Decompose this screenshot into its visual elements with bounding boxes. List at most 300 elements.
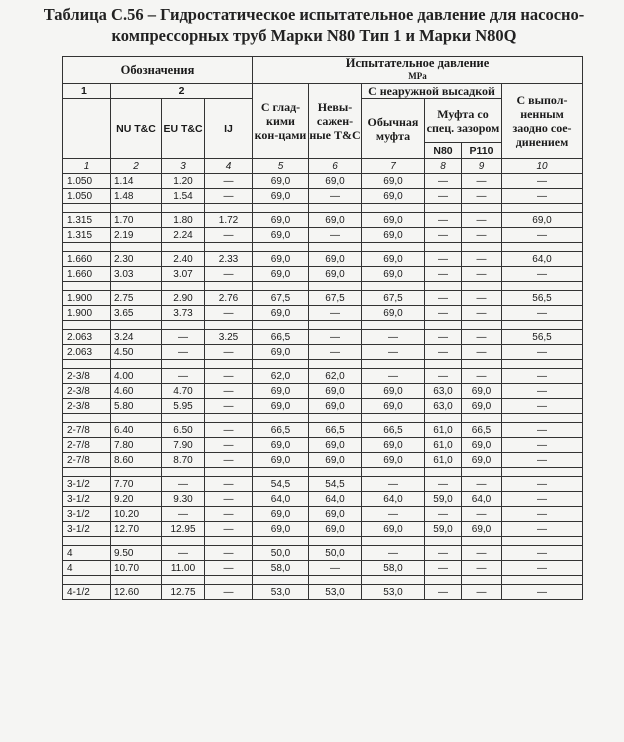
table-cell: — — [502, 585, 583, 600]
table-cell: 1.660 — [63, 267, 111, 282]
spacer-cell — [111, 360, 162, 369]
table-cell: 2.24 — [162, 228, 205, 243]
table-cell: 1.315 — [63, 213, 111, 228]
table-cell: — — [162, 507, 205, 522]
table-cell: 2.75 — [111, 291, 162, 306]
spacer-cell — [309, 321, 362, 330]
table-cell: 69,0 — [362, 438, 425, 453]
table-cell: — — [205, 438, 253, 453]
spacer-cell — [111, 243, 162, 252]
table-cell: — — [425, 252, 462, 267]
table-cell: — — [425, 585, 462, 600]
table-cell: — — [205, 423, 253, 438]
table-cell: — — [205, 345, 253, 360]
table-cell: 3.25 — [205, 330, 253, 345]
table-cell: 4.60 — [111, 384, 162, 399]
spacer-cell — [362, 537, 425, 546]
column-number-row — [63, 159, 583, 174]
table-cell: 69,0 — [253, 453, 309, 468]
table-cell: 2.76 — [205, 291, 253, 306]
table-cell: 61,0 — [425, 438, 462, 453]
table-cell: 11.00 — [162, 561, 205, 576]
spacer-cell — [205, 204, 253, 213]
table-cell: 69,0 — [253, 522, 309, 537]
table-cell: 6.50 — [162, 423, 205, 438]
spacer-cell — [362, 282, 425, 291]
table-cell: — — [502, 174, 583, 189]
table-cell: 50,0 — [309, 546, 362, 561]
table-row — [63, 345, 583, 360]
spacer-cell — [309, 282, 362, 291]
spacer-cell — [205, 576, 253, 585]
spacer-cell — [309, 414, 362, 423]
table-cell: 69,0 — [253, 306, 309, 321]
table-cell: 3.65 — [111, 306, 162, 321]
table-cell: 2-3/8 — [63, 369, 111, 384]
table-cell: 2.30 — [111, 252, 162, 267]
table-cell: 67,5 — [253, 291, 309, 306]
table-cell: — — [502, 306, 583, 321]
caption-line-2: компрессорных труб Марки N80 Тип 1 и Марки N80Q — [111, 26, 517, 45]
table-cell: 69,0 — [362, 306, 425, 321]
spacer-cell — [425, 576, 462, 585]
spacer-cell — [462, 537, 502, 546]
table-cell: — — [425, 213, 462, 228]
table-cell: 69,0 — [309, 453, 362, 468]
table-cell: — — [462, 267, 502, 282]
spacer-cell — [63, 282, 111, 291]
spacer-cell — [111, 204, 162, 213]
table-cell: 69,0 — [362, 384, 425, 399]
table-cell: 12.70 — [111, 522, 162, 537]
table-cell: 1.050 — [63, 189, 111, 204]
table-row — [63, 522, 583, 537]
spacer-cell — [111, 414, 162, 423]
spacer-cell — [162, 243, 205, 252]
spacer-cell — [63, 321, 111, 330]
table-cell: 1.70 — [111, 213, 162, 228]
table-cell: 64,0 — [362, 492, 425, 507]
spacer-cell — [425, 243, 462, 252]
spacer-cell — [253, 321, 309, 330]
table-cell: — — [462, 174, 502, 189]
table-cell: — — [205, 306, 253, 321]
spacer-cell — [462, 468, 502, 477]
table-cell: — — [205, 267, 253, 282]
table-cell: — — [205, 522, 253, 537]
table-row — [63, 174, 583, 189]
table-cell: 69,0 — [362, 453, 425, 468]
table-cell: — — [162, 330, 205, 345]
table-cell: 69,0 — [253, 399, 309, 414]
table-cell: 64,0 — [309, 492, 362, 507]
spacer-cell — [111, 576, 162, 585]
table-cell: — — [205, 369, 253, 384]
table-cell: — — [425, 546, 462, 561]
table-row — [63, 423, 583, 438]
spacer-cell — [425, 537, 462, 546]
table-cell: 3.07 — [162, 267, 205, 282]
table-row — [63, 453, 583, 468]
table-cell: 69,0 — [362, 174, 425, 189]
spacer-cell — [111, 468, 162, 477]
spacer-cell — [362, 204, 425, 213]
table-cell: — — [205, 561, 253, 576]
spacer-cell — [162, 360, 205, 369]
table-cell: 66,5 — [462, 423, 502, 438]
spacer-cell — [162, 468, 205, 477]
table-cell: 3-1/2 — [63, 507, 111, 522]
table-cell: — — [425, 228, 462, 243]
spacer-cell — [462, 282, 502, 291]
spacer-row — [63, 243, 583, 252]
table-cell: 53,0 — [362, 585, 425, 600]
table-cell: 2.063 — [63, 330, 111, 345]
table-row — [63, 561, 583, 576]
table-cell: 64,0 — [502, 252, 583, 267]
caption-line-1: Таблица С.56 – Гидростатическое испытательное давление для насосно- — [43, 5, 585, 24]
table-cell: — — [462, 213, 502, 228]
table-cell: 66,5 — [309, 423, 362, 438]
table-row — [63, 384, 583, 399]
spacer-cell — [162, 576, 205, 585]
table-caption — [14, 4, 614, 46]
table-cell: — — [502, 507, 583, 522]
table-cell: 67,5 — [309, 291, 362, 306]
table-cell: 1.900 — [63, 291, 111, 306]
table-cell: 69,0 — [362, 252, 425, 267]
table-cell: — — [502, 477, 583, 492]
smooth-ends-header: С глад-кими кон-цами — [253, 84, 309, 159]
table-cell: 10.70 — [111, 561, 162, 576]
spacer-cell — [502, 468, 583, 477]
spacer-cell — [362, 321, 425, 330]
table-cell: 9.30 — [162, 492, 205, 507]
table-cell: — — [162, 477, 205, 492]
table-cell: — — [502, 546, 583, 561]
table-cell: — — [502, 453, 583, 468]
table-body — [63, 174, 583, 600]
table-cell: — — [462, 477, 502, 492]
table-cell: — — [462, 252, 502, 267]
table-cell: 1.660 — [63, 252, 111, 267]
table-cell: 69,0 — [362, 213, 425, 228]
table-row — [63, 369, 583, 384]
spacer-cell — [63, 468, 111, 477]
table-cell: — — [502, 438, 583, 453]
table-cell: 69,0 — [309, 438, 362, 453]
spacer-row — [63, 414, 583, 423]
table-cell: — — [462, 189, 502, 204]
table-cell: — — [205, 546, 253, 561]
spacer-row — [63, 576, 583, 585]
col-group-2: 2 — [111, 84, 253, 99]
table-cell: 6.40 — [111, 423, 162, 438]
table-row — [63, 330, 583, 345]
spacer-cell — [309, 243, 362, 252]
spacer-cell — [205, 537, 253, 546]
spacer-cell — [502, 414, 583, 423]
spacer-cell — [253, 204, 309, 213]
unupset-header: Невы-сажен-ные T&C — [309, 84, 362, 159]
table-cell: — — [502, 492, 583, 507]
spacer-cell — [309, 204, 362, 213]
table-cell: 64,0 — [253, 492, 309, 507]
table-cell: — — [462, 369, 502, 384]
table-cell: 69,0 — [362, 522, 425, 537]
table-cell: 69,0 — [462, 522, 502, 537]
table-cell: 62,0 — [253, 369, 309, 384]
spacer-cell — [502, 537, 583, 546]
column-number: 2 — [111, 159, 162, 174]
spacer-cell — [425, 414, 462, 423]
table-cell: 69,0 — [362, 189, 425, 204]
spacer-cell — [362, 468, 425, 477]
table-cell: 1.80 — [162, 213, 205, 228]
table-cell: 63,0 — [425, 384, 462, 399]
table-cell: 54,5 — [253, 477, 309, 492]
spacer-cell — [205, 282, 253, 291]
spacer-cell — [63, 414, 111, 423]
table-cell: 3.03 — [111, 267, 162, 282]
table-cell: 69,0 — [309, 507, 362, 522]
table-cell: 2-7/8 — [63, 423, 111, 438]
table-row — [63, 252, 583, 267]
spacer-cell — [462, 243, 502, 252]
n80-header: N80 — [425, 143, 462, 159]
spacer-cell — [253, 414, 309, 423]
col-group-1: 1 — [63, 84, 111, 99]
table-cell: 69,0 — [362, 267, 425, 282]
integral-joint-header: С выпол-ненным заодно сое-динением — [502, 84, 583, 159]
blank-header — [63, 99, 111, 159]
spacer-row — [63, 468, 583, 477]
spacer-cell — [362, 414, 425, 423]
table-cell: 8.70 — [162, 453, 205, 468]
table-cell: — — [502, 522, 583, 537]
table-cell: 12.95 — [162, 522, 205, 537]
table-cell: 4 — [63, 561, 111, 576]
spacer-cell — [63, 576, 111, 585]
table-cell: — — [462, 291, 502, 306]
table-cell: — — [205, 585, 253, 600]
spacer-cell — [309, 468, 362, 477]
table-cell: 3-1/2 — [63, 522, 111, 537]
table-cell: 61,0 — [425, 453, 462, 468]
eu-tc-header: EU T&C — [162, 99, 205, 159]
table-cell: — — [502, 561, 583, 576]
table-cell: 9.50 — [111, 546, 162, 561]
spacer-cell — [63, 204, 111, 213]
table-cell: 1.900 — [63, 306, 111, 321]
table-cell: 3.73 — [162, 306, 205, 321]
spacer-row — [63, 360, 583, 369]
table-cell: 63,0 — [425, 399, 462, 414]
table-cell: 66,5 — [253, 423, 309, 438]
table-cell: 10.20 — [111, 507, 162, 522]
table-cell: — — [362, 330, 425, 345]
table-cell: 69,0 — [253, 438, 309, 453]
nu-tc-header: NU T&C — [111, 99, 162, 159]
table-cell: — — [502, 399, 583, 414]
table-cell: — — [462, 507, 502, 522]
pressure-table — [62, 56, 583, 600]
table-cell: — — [462, 585, 502, 600]
table-cell: 56,5 — [502, 330, 583, 345]
table-cell: 69,0 — [309, 267, 362, 282]
table-cell: 4 — [63, 546, 111, 561]
table-cell: 69,0 — [362, 399, 425, 414]
spacer-cell — [362, 576, 425, 585]
table-cell: — — [362, 345, 425, 360]
spacer-cell — [462, 360, 502, 369]
table-cell: — — [162, 369, 205, 384]
table-cell: 3-1/2 — [63, 492, 111, 507]
table-row — [63, 585, 583, 600]
table-cell: — — [205, 477, 253, 492]
spacer-cell — [162, 282, 205, 291]
table-cell: — — [462, 306, 502, 321]
table-cell: — — [309, 561, 362, 576]
table-cell: 69,0 — [253, 345, 309, 360]
table-cell: — — [462, 228, 502, 243]
table-cell: 53,0 — [309, 585, 362, 600]
p110-header: P110 — [462, 143, 502, 159]
table-cell: 69,0 — [309, 213, 362, 228]
spacer-cell — [362, 243, 425, 252]
column-number: 10 — [502, 159, 583, 174]
table-cell: — — [205, 228, 253, 243]
table-cell: 1.14 — [111, 174, 162, 189]
table-cell: — — [162, 345, 205, 360]
table-row — [63, 438, 583, 453]
table-cell: — — [425, 306, 462, 321]
table-cell: 7.70 — [111, 477, 162, 492]
table-cell: 69,0 — [253, 384, 309, 399]
spacer-cell — [205, 243, 253, 252]
spacer-cell — [425, 204, 462, 213]
table-cell: 3.24 — [111, 330, 162, 345]
table-cell: — — [462, 561, 502, 576]
table-cell: 2-3/8 — [63, 384, 111, 399]
table-cell: — — [462, 546, 502, 561]
spacer-cell — [111, 282, 162, 291]
table-cell: 69,0 — [502, 213, 583, 228]
table-row — [63, 492, 583, 507]
spacer-cell — [502, 243, 583, 252]
table-cell: 58,0 — [362, 561, 425, 576]
spacer-cell — [111, 321, 162, 330]
designations-header: Обозначения — [63, 57, 253, 84]
table-cell: 53,0 — [253, 585, 309, 600]
table-cell: 7.80 — [111, 438, 162, 453]
table-cell: 1.315 — [63, 228, 111, 243]
table-row — [63, 399, 583, 414]
table-cell: — — [205, 453, 253, 468]
spacer-cell — [502, 204, 583, 213]
table-cell: 69,0 — [309, 252, 362, 267]
table-row — [63, 228, 583, 243]
table-cell: 2.063 — [63, 345, 111, 360]
table-cell: — — [425, 291, 462, 306]
spacer-cell — [309, 537, 362, 546]
table-cell: — — [205, 507, 253, 522]
table-row — [63, 267, 583, 282]
ij-header: IJ — [205, 99, 253, 159]
column-number: 8 — [425, 159, 462, 174]
test-pressure-title: Испытательное давление — [345, 56, 490, 70]
table-cell: 69,0 — [253, 267, 309, 282]
table-cell: 69,0 — [253, 228, 309, 243]
table-cell: 7.90 — [162, 438, 205, 453]
special-coupling-header: Муфта со спец. зазором — [425, 99, 502, 143]
external-upset-header: С неаружной высадкой — [362, 84, 502, 99]
table-cell: 62,0 — [309, 369, 362, 384]
table-cell: — — [425, 507, 462, 522]
table-cell: — — [502, 369, 583, 384]
table-cell: 5.95 — [162, 399, 205, 414]
table-cell: — — [309, 306, 362, 321]
table-cell: 50,0 — [253, 546, 309, 561]
table-cell: 4-1/2 — [63, 585, 111, 600]
spacer-cell — [462, 414, 502, 423]
table-cell: 69,0 — [253, 213, 309, 228]
spacer-cell — [253, 576, 309, 585]
table-cell: 69,0 — [309, 399, 362, 414]
spacer-cell — [462, 321, 502, 330]
table-cell: 2.33 — [205, 252, 253, 267]
spacer-cell — [162, 414, 205, 423]
table-cell: 61,0 — [425, 423, 462, 438]
table-cell: — — [462, 345, 502, 360]
table-cell: 4.00 — [111, 369, 162, 384]
spacer-cell — [63, 537, 111, 546]
column-number: 5 — [253, 159, 309, 174]
table-cell: 64,0 — [462, 492, 502, 507]
table-cell: — — [309, 330, 362, 345]
spacer-cell — [63, 360, 111, 369]
table-row — [63, 546, 583, 561]
table-cell: — — [309, 228, 362, 243]
table-cell: 9.20 — [111, 492, 162, 507]
spacer-cell — [111, 537, 162, 546]
table-cell: 66,5 — [253, 330, 309, 345]
spacer-cell — [162, 537, 205, 546]
table-cell: 1.54 — [162, 189, 205, 204]
table-cell: — — [425, 477, 462, 492]
table-cell: 2-3/8 — [63, 399, 111, 414]
table-cell: — — [502, 345, 583, 360]
table-row — [63, 213, 583, 228]
table-cell: 12.60 — [111, 585, 162, 600]
table-cell: 2.19 — [111, 228, 162, 243]
spacer-cell — [162, 204, 205, 213]
spacer-row — [63, 321, 583, 330]
table-cell: — — [362, 477, 425, 492]
table-cell: 69,0 — [253, 174, 309, 189]
column-number: 1 — [63, 159, 111, 174]
table-cell: — — [362, 369, 425, 384]
spacer-cell — [309, 360, 362, 369]
spacer-row — [63, 537, 583, 546]
table-cell: 1.050 — [63, 174, 111, 189]
table-cell: — — [425, 561, 462, 576]
spacer-cell — [425, 360, 462, 369]
table-cell: 69,0 — [462, 438, 502, 453]
table-row — [63, 291, 583, 306]
table-cell: — — [425, 330, 462, 345]
spacer-cell — [253, 282, 309, 291]
